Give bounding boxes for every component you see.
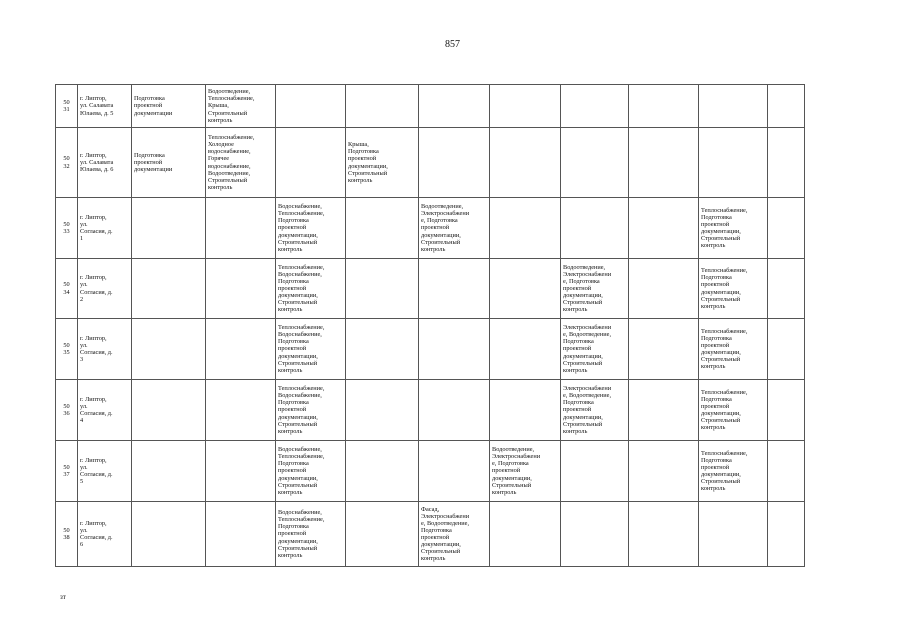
page-number: 857 — [445, 39, 460, 50]
work-cell — [419, 128, 490, 198]
work-cell — [206, 198, 276, 259]
row-number-cell: 50 35 — [56, 319, 78, 380]
work-cell — [561, 441, 629, 502]
work-cell — [768, 319, 805, 380]
work-cell — [490, 319, 561, 380]
address-cell: г. Липтор, ул. Салавата Юлаева, д. 6 — [78, 128, 132, 198]
work-cell — [699, 85, 768, 128]
work-cell — [419, 85, 490, 128]
work-cell: Теплоснабжение, Холодное водоснабжение, Горячее водоснабжение, Водоотведение, Строительный контроль — [206, 128, 276, 198]
work-cell — [768, 502, 805, 567]
work-cell — [419, 259, 490, 319]
row-number-cell: 50 34 — [56, 259, 78, 319]
table-body — [56, 85, 805, 567]
row-number-cell: 50 38 — [56, 502, 78, 567]
work-cell: Водоснабжение, Теплоснабжение, Подготовка проектной документации, Строительный контроль — [276, 502, 346, 567]
work-cell — [419, 441, 490, 502]
work-cell — [490, 502, 561, 567]
footer-mark: зт — [60, 593, 66, 601]
work-cell: Электроснабжени е, Водоотведение, Подготовка проектной документации, Строительный контроль — [561, 319, 629, 380]
work-cell: Теплоснабжение, Водоснабжение, Подготовка проектной документации, Строительный контроль — [276, 380, 346, 441]
work-cell: Фасад, Электроснабжени е, Водоотведение, Подготовка проектной документации, Строительный контроль — [419, 502, 490, 567]
work-cell: Водоснабжение, Теплоснабжение, Подготовка проектной документации, Строительный контроль — [276, 441, 346, 502]
table-row — [56, 85, 805, 128]
work-cell: Теплоснабжение, Подготовка проектной документации, Строительный контроль — [699, 259, 768, 319]
work-cell — [768, 85, 805, 128]
work-cell — [490, 128, 561, 198]
work-cell — [346, 502, 419, 567]
work-cell — [629, 380, 699, 441]
row-number-cell: 50 37 — [56, 441, 78, 502]
work-cell: Электроснабжени е, Водоотведение, Подготовка проектной документации, Строительный контроль — [561, 380, 629, 441]
work-cell — [768, 128, 805, 198]
work-cell — [768, 198, 805, 259]
work-cell — [346, 198, 419, 259]
work-cell — [132, 441, 206, 502]
work-cell: Подготовка проектной документации — [132, 128, 206, 198]
work-cell: Подготовка проектной документации — [132, 85, 206, 128]
work-cell — [206, 259, 276, 319]
work-cell: Теплоснабжение, Подготовка проектной документации, Строительный контроль — [699, 441, 768, 502]
row-number-cell: 50 32 — [56, 128, 78, 198]
work-cell — [132, 198, 206, 259]
work-cell — [346, 85, 419, 128]
work-cell — [561, 502, 629, 567]
work-cell — [629, 259, 699, 319]
work-cell — [132, 502, 206, 567]
work-cell — [346, 380, 419, 441]
work-cell — [276, 128, 346, 198]
work-cell: Водоотведение, Теплоснабжение, Крыша, Строительный контроль — [206, 85, 276, 128]
work-cell — [768, 259, 805, 319]
table-row — [56, 380, 805, 441]
work-cell — [699, 128, 768, 198]
address-cell: г. Липтор, ул. Согласия, д. 1 — [78, 198, 132, 259]
work-cell — [699, 502, 768, 567]
work-cell — [629, 502, 699, 567]
table-row — [56, 502, 805, 567]
work-cell — [490, 259, 561, 319]
work-cell: Водоотведение, Электроснабжени е, Подготовка проектной документации, Строительный контроль — [419, 198, 490, 259]
work-cell: Теплоснабжение, Подготовка проектной документации, Строительный контроль — [699, 380, 768, 441]
work-cell — [768, 380, 805, 441]
repair-schedule-table — [55, 84, 805, 567]
work-cell — [419, 380, 490, 441]
table-row — [56, 441, 805, 502]
row-number-cell: 50 31 — [56, 85, 78, 128]
table-row — [56, 319, 805, 380]
table-row — [56, 198, 805, 259]
work-cell — [346, 259, 419, 319]
work-cell — [346, 319, 419, 380]
work-cell — [490, 380, 561, 441]
address-cell: г. Липтор, ул. Согласия, д. 5 — [78, 441, 132, 502]
work-cell — [561, 85, 629, 128]
work-cell: Крыша, Подготовка проектной документации, Строительный контроль — [346, 128, 419, 198]
work-cell — [132, 380, 206, 441]
work-cell: Теплоснабжение, Водоснабжение, Подготовка проектной документации, Строительный контроль — [276, 319, 346, 380]
work-cell: Водоснабжение, Теплоснабжение, Подготовка проектной документации, Строительный контроль — [276, 198, 346, 259]
work-cell — [132, 259, 206, 319]
work-cell — [629, 319, 699, 380]
work-cell — [629, 128, 699, 198]
work-cell — [206, 380, 276, 441]
address-cell: г. Липтор, ул. Согласия, д. 6 — [78, 502, 132, 567]
work-cell — [206, 502, 276, 567]
work-cell — [276, 85, 346, 128]
row-number-cell: 50 33 — [56, 198, 78, 259]
work-cell — [132, 319, 206, 380]
work-cell — [629, 85, 699, 128]
work-cell: Водоотведение, Электроснабжени е, Подготовка проектной документации, Строительный контроль — [561, 259, 629, 319]
work-cell — [768, 441, 805, 502]
work-cell: Водоотведение, Электроснабжени е, Подготовка проектной документации, Строительный контроль — [490, 441, 561, 502]
work-cell — [346, 441, 419, 502]
row-number-cell: 50 36 — [56, 380, 78, 441]
work-cell — [629, 441, 699, 502]
table-row — [56, 259, 805, 319]
address-cell: г. Липтор, ул. Салавата Юлаева, д. 5 — [78, 85, 132, 128]
address-cell: г. Липтор, ул. Согласия, д. 3 — [78, 319, 132, 380]
work-cell — [419, 319, 490, 380]
table-row — [56, 128, 805, 198]
work-cell — [561, 128, 629, 198]
work-cell — [490, 198, 561, 259]
work-cell — [629, 198, 699, 259]
work-cell — [561, 198, 629, 259]
work-cell: Теплоснабжение, Подготовка проектной документации, Строительный контроль — [699, 198, 768, 259]
work-cell — [490, 85, 561, 128]
work-cell: Теплоснабжение, Водоснабжение, Подготовка проектной документации, Строительный контроль — [276, 259, 346, 319]
work-cell — [206, 319, 276, 380]
work-cell: Теплоснабжение, Подготовка проектной документации, Строительный контроль — [699, 319, 768, 380]
work-cell — [206, 441, 276, 502]
address-cell: г. Липтор, ул. Согласия, д. 2 — [78, 259, 132, 319]
address-cell: г. Липтор, ул. Согласия, д. 4 — [78, 380, 132, 441]
